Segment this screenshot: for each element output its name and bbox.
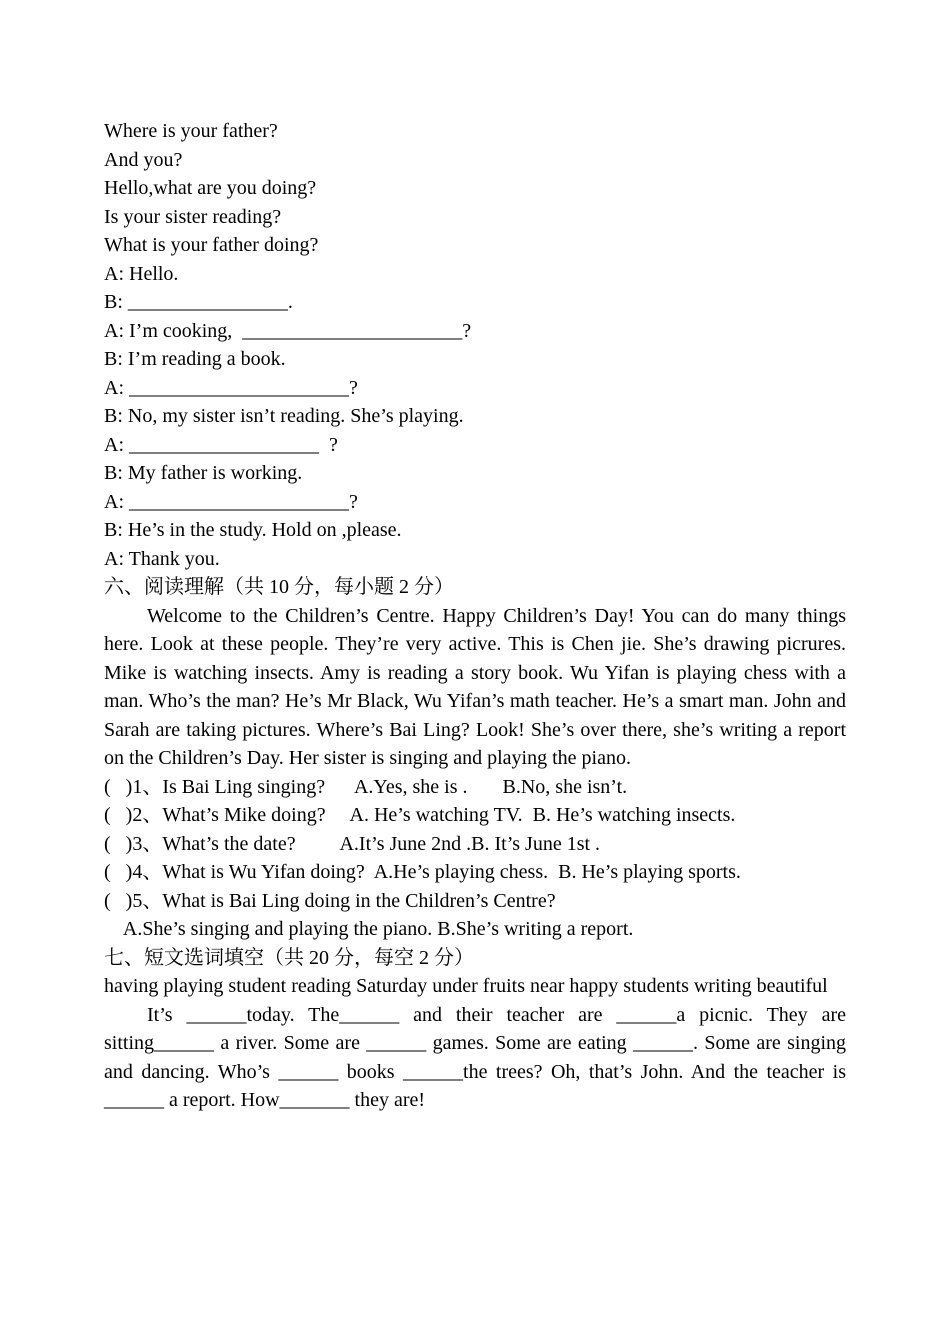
dialogue-line: B: He’s in the study. Hold on ,please. [104,519,402,541]
dialogue-line: A: I’m cooking, ______________________? [104,319,472,342]
cloze-section [104,944,846,1115]
dialogue-line: B: No, my sister isn’t reading. She’s playing. [104,405,464,427]
question-item: ( )5、What is Bai Ling doing in the Children’s Centre? [104,889,556,912]
dialogue-line: A: ______________________? [104,376,358,399]
option-line: Where is your father? [104,120,278,142]
section-heading: 六、阅读理解（共 10 分，每小题 2 分） [104,576,454,598]
option-line: And you? [104,148,183,171]
reading-section [104,573,846,944]
dialogue-line: A: ___________________ ? [104,433,338,456]
question-item: ( )1、Is Bai Ling singing? A.Yes, she is . B.No, she isn’t. [104,775,628,798]
question-item: ( )3、What’s the date? A.It’s June 2nd .B. It’s June 1st . [104,832,601,855]
dialogue-line: A: Thank you. [104,547,220,570]
word-bank: having playing student reading Saturday under fruits near happy students writing beautiful [104,975,828,997]
section-heading: 七、短文选词填空（共 20 分，每空 2 分） [104,946,474,969]
dialogue-line: A: Hello. [104,262,179,285]
reading-passage: Welcome to the Children’s Centre. Happy Children’s Day! You can do many things here. Look at these people. They’re very active. This is Chen jie. She’s drawing picrures. Mike is watching insects. Amy is reading a story book. Wu Yifan is playing chess with a man. Who’s the man? He’s Mr Black, Wu Yifan’s math teacher. He’s a smart man. John and Sarah are taking pictures. Where’s Bai Ling? Look! She’s over there, she’s writing a report on the Children’s Day. Her sister is singing and playing the piano. [104,604,846,769]
question-item: ( )4、What is Wu Yifan doing? A.He’s playing chess. B. He’s playing sports. [104,861,741,883]
question-item: ( )2、What’s Mike doing? A. He’s watching TV. B. He’s watching insects. [104,804,736,826]
dialogue-line: B: My father is working. [104,462,303,484]
option-line: Is your sister reading? [104,205,282,228]
dialogue-line: B: I’m reading a book. [104,348,286,370]
option-line: What is your father doing? [104,234,319,256]
dialogue-options [104,117,846,260]
question-answer-line: A.She’s singing and playing the piano. B.She’s writing a report. [104,918,634,940]
cloze-passage: It’s ______today. The______ and their teacher are ______a picnic. They are sitting______ a river. Some are ______ games. Some are eating ______. Some are singing and dancing. Who’s ______ books ______the trees? Oh, that’s John. And the teacher is ______ a report. How_______ they are! [104,1003,846,1111]
option-line: Hello,what are you doing? [104,177,317,199]
worksheet-content [104,117,846,1115]
dialogue [104,260,846,574]
dialogue-line: B: ________________. [104,291,293,313]
dialogue-line: A: ______________________? [104,490,358,513]
